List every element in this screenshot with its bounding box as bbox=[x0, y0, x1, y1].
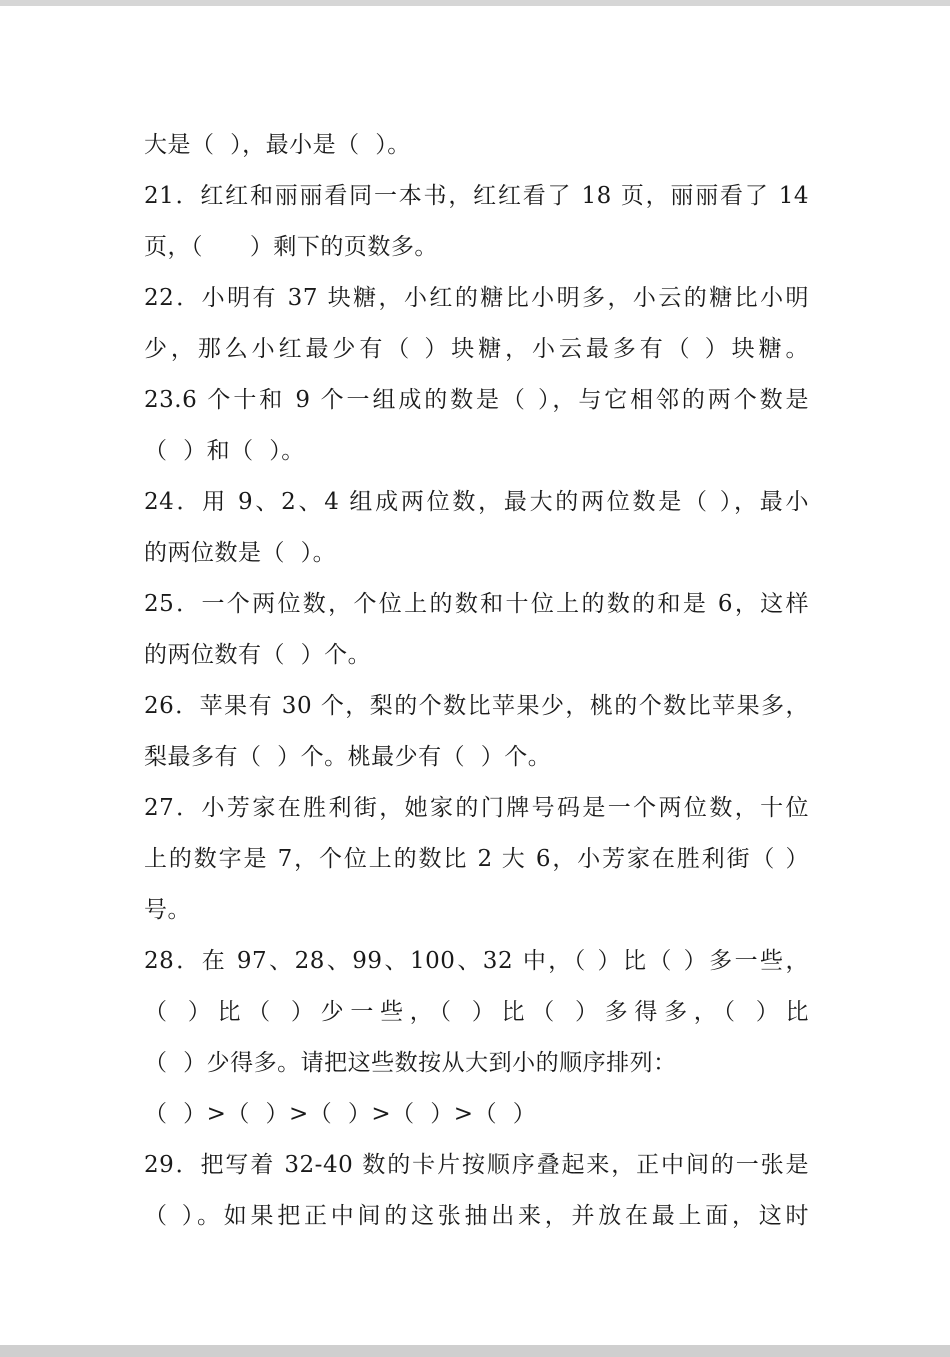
question-29-line-2: （ ）。如果把正中间的这张抽出来，并放在最上面，这时 bbox=[144, 1203, 809, 1229]
question-21-line-2: 页，（ ）剩下的页数多。 bbox=[144, 234, 438, 260]
question-23-line-1: 23.6 个十和 9 个一组成的数是（ ），与它相邻的两个数是 bbox=[144, 387, 809, 413]
question-28-line-2: （ ）比（ ）少一些，（ ）比（ ）多得多，（ ）比 bbox=[144, 999, 809, 1025]
question-24-line-2: 的两位数是（ ）。 bbox=[144, 540, 337, 566]
question-28-line-4: （ ）>（ ）>（ ）>（ ）>（ ） bbox=[144, 1101, 537, 1127]
question-29-line-1: 29．把写着 32-40 数的卡片按顺序叠起来，正中间的一张是 bbox=[144, 1152, 809, 1178]
question-21-line-1: 21．红红和丽丽看同一本书，红红看了 18 页，丽丽看了 14 bbox=[144, 183, 809, 209]
question-24-line-1: 24．用 9、2、4 组成两位数，最大的两位数是（ ），最小 bbox=[144, 489, 809, 515]
question-25-line-1: 25．一个两位数，个位上的数和十位上的数的和是 6，这样 bbox=[144, 591, 809, 617]
question-27-line-2: 上的数字是 7，个位上的数比 2 大 6，小芳家在胜利街（ ） bbox=[144, 846, 809, 872]
question-22-line-2: 少，那么小红最少有（ ）块糖，小云最多有（ ）块糖。 bbox=[144, 336, 809, 362]
question-28-line-1: 28．在 97、28、99、100、32 中，（ ）比（ ）多一些， bbox=[144, 948, 809, 974]
question-23-line-2: （ ）和（ ）。 bbox=[144, 438, 305, 464]
page-bottom-edge bbox=[0, 1345, 950, 1357]
question-27-line-3: 号。 bbox=[144, 897, 191, 923]
worksheet-page bbox=[144, 120, 809, 1242]
question-22-line-1: 22．小明有 37 块糖，小红的糖比小明多，小云的糖比小明 bbox=[144, 285, 809, 311]
page-top-edge bbox=[0, 0, 950, 6]
question-25-line-2: 的两位数有（ ）个。 bbox=[144, 642, 372, 668]
question-28-line-3: （ ）少得多。请把这些数按从大到小的顺序排列： bbox=[144, 1050, 677, 1076]
question-26-line-1: 26．苹果有 30 个，梨的个数比苹果少，桃的个数比苹果多， bbox=[144, 693, 809, 719]
question-27-line-1: 27．小芳家在胜利街，她家的门牌号码是一个两位数，十位 bbox=[144, 795, 809, 821]
question-26-line-2: 梨最多有（ ）个。桃最少有（ ）个。 bbox=[144, 744, 552, 770]
text-line-1: 大是（ ），最小是（ ）。 bbox=[144, 132, 411, 158]
